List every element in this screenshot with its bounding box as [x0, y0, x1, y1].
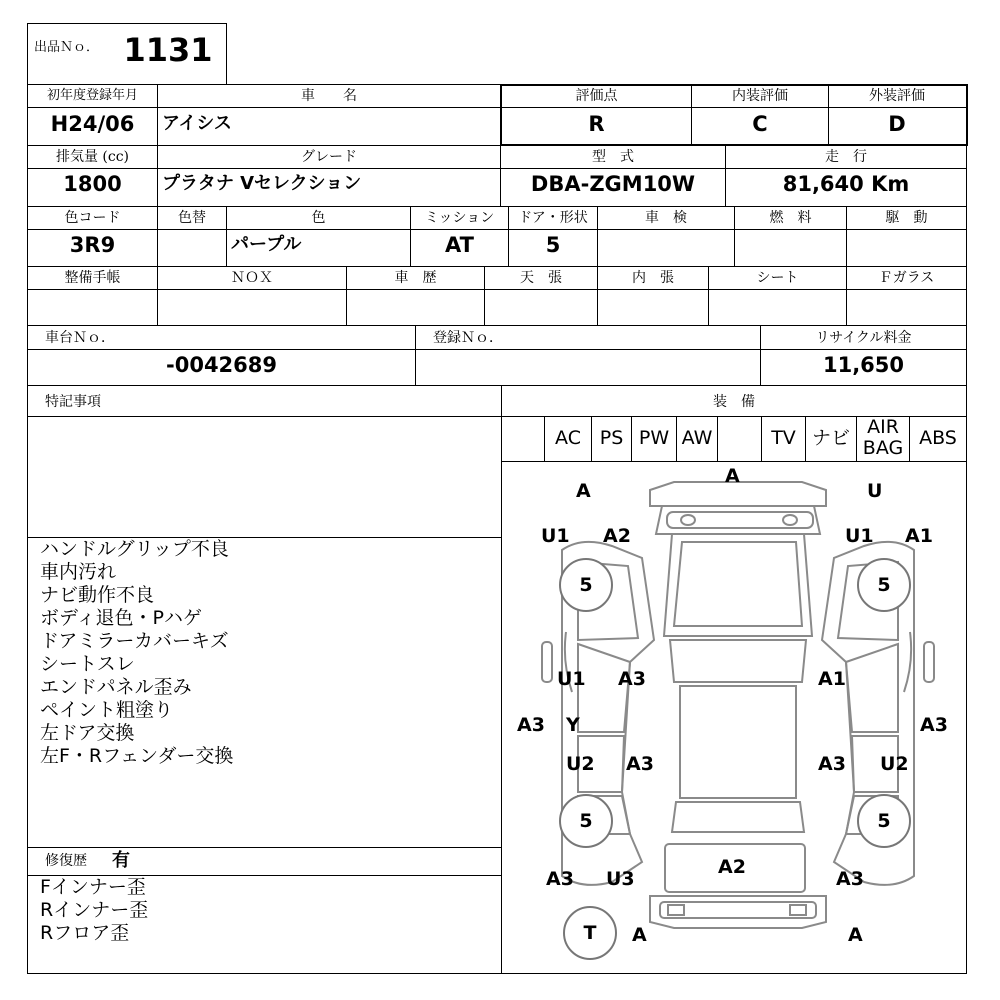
- note-item: ドアミラーカバーキズ: [40, 630, 229, 652]
- repair-label: 修復歴: [45, 853, 87, 869]
- exterior-value: D: [888, 112, 906, 136]
- inspection-label: 車 検: [645, 210, 687, 226]
- equipment-ps: PS: [599, 427, 624, 449]
- notes-label: 特記事項: [45, 394, 101, 410]
- interior-label: 内装評価: [732, 88, 788, 104]
- damage-mark: A: [576, 480, 591, 502]
- color-code-value: 3R9: [69, 233, 116, 257]
- equipment-airbag: AIR BAG: [862, 416, 904, 459]
- damage-mark: A1: [905, 525, 933, 547]
- damage-mark: U2: [880, 753, 909, 775]
- repair-item: Fインナー歪: [40, 876, 146, 898]
- score-label: 評価点: [575, 88, 618, 104]
- tire-rear-right: 5: [857, 794, 911, 848]
- color-change-label: 色替: [178, 210, 206, 226]
- first-reg-label: 初年度登録年月: [46, 88, 138, 103]
- spare-tire: T: [563, 906, 617, 960]
- note-item: ナビ動作不良: [40, 584, 155, 606]
- note-item: ペイント粗塗り: [40, 699, 174, 721]
- damage-mark: A: [632, 924, 647, 946]
- grade-value: プラタナ Vセレクション: [162, 173, 362, 194]
- damage-mark: Y: [566, 714, 580, 736]
- note-item: シートスレ: [40, 653, 135, 675]
- mileage-label: 走 行: [825, 149, 867, 165]
- color-code-label: 色コード: [64, 210, 121, 226]
- lot-label: 出品Ｎｏ．: [34, 40, 100, 55]
- note-item: ハンドルグリップ不良: [40, 538, 229, 560]
- door-value: 5: [545, 233, 561, 257]
- tire-front-left: 5: [559, 558, 613, 612]
- score-value: R: [588, 112, 605, 136]
- drive-label: 駆 動: [885, 210, 928, 226]
- interior-trim-label: 内 張: [632, 270, 674, 286]
- note-item: 左F・Rフェンダー交換: [40, 745, 234, 767]
- chassis-label: 車台Ｎｏ．: [45, 330, 115, 346]
- damage-mark: U2: [566, 753, 595, 775]
- equipment-label: 装 備: [713, 394, 755, 410]
- lot-number: 1131: [123, 31, 213, 69]
- damage-mark: U3: [606, 868, 635, 890]
- tire-rear-left: 5: [559, 794, 613, 848]
- damage-mark: A: [725, 465, 740, 487]
- repair-value: 有: [112, 850, 130, 871]
- color-label: 色: [311, 210, 326, 226]
- damage-mark: U1: [845, 525, 874, 547]
- repair-item: Rインナー歪: [40, 899, 149, 921]
- equipment-tv: TV: [771, 427, 796, 449]
- first-reg-value: H24/06: [50, 112, 135, 136]
- damage-mark: A3: [818, 753, 846, 775]
- damage-mark: A3: [546, 868, 574, 890]
- damage-mark: A3: [517, 714, 545, 736]
- grade-label: グレード: [301, 149, 357, 165]
- damage-mark: A3: [618, 668, 646, 690]
- nox-label: ＮＯＸ: [231, 270, 273, 286]
- history-label: 車 歴: [394, 270, 437, 286]
- equipment-abs: ABS: [919, 427, 957, 449]
- damage-mark: A2: [718, 856, 746, 878]
- note-item: 左ドア交換: [40, 722, 135, 744]
- equipment-navi: ナビ: [811, 427, 850, 449]
- model-label: 型 式: [592, 149, 634, 165]
- maintenance-label: 整備手帳: [64, 270, 121, 286]
- recycle-label: リサイクル料金: [815, 330, 912, 346]
- displacement-label: 排気量 (cc): [55, 149, 130, 165]
- displacement-value: 1800: [63, 172, 122, 196]
- door-label: ドア・形状: [518, 210, 588, 226]
- damage-mark: U1: [557, 668, 586, 690]
- fglass-label: Ｆガラス: [878, 270, 935, 286]
- exterior-label: 外装評価: [869, 88, 925, 104]
- damage-mark: U1: [541, 525, 570, 547]
- mission-value: AT: [445, 233, 474, 257]
- damage-mark: A3: [836, 868, 864, 890]
- reg-no-label: 登録Ｎｏ．: [433, 330, 503, 346]
- color-value: パープル: [231, 234, 302, 255]
- equipment-ac: AC: [555, 427, 581, 449]
- recycle-value: 11,650: [822, 353, 905, 377]
- note-item: エンドパネル歪み: [40, 676, 192, 698]
- interior-value: C: [752, 112, 768, 136]
- notes-list: [40, 538, 495, 768]
- car-name-value: アイシス: [162, 113, 232, 134]
- seat-label: シート: [756, 270, 799, 286]
- damage-mark: A3: [626, 753, 654, 775]
- note-item: 車内汚れ: [40, 561, 117, 583]
- mission-label: ミッション: [424, 210, 495, 226]
- repair-item: Rフロア歪: [40, 922, 130, 944]
- fuel-label: 燃 料: [769, 210, 812, 226]
- repair-list: [40, 876, 495, 945]
- car-name-label: 車 名: [301, 88, 357, 104]
- note-item: ボディ退色・Pハゲ: [40, 607, 202, 629]
- damage-mark: U: [867, 480, 883, 502]
- damage-mark: A1: [818, 668, 846, 690]
- equipment-pw: PW: [638, 427, 670, 449]
- equipment-aw: AW: [681, 427, 713, 449]
- model-value: DBA-ZGM10W: [530, 172, 696, 196]
- damage-mark: A2: [603, 525, 631, 547]
- roof-label: 天 張: [520, 270, 562, 286]
- damage-mark: A: [848, 924, 863, 946]
- chassis-value: -0042689: [166, 353, 277, 377]
- damage-mark: A3: [920, 714, 948, 736]
- tire-front-right: 5: [857, 558, 911, 612]
- mileage-value: 81,640 Km: [782, 172, 910, 196]
